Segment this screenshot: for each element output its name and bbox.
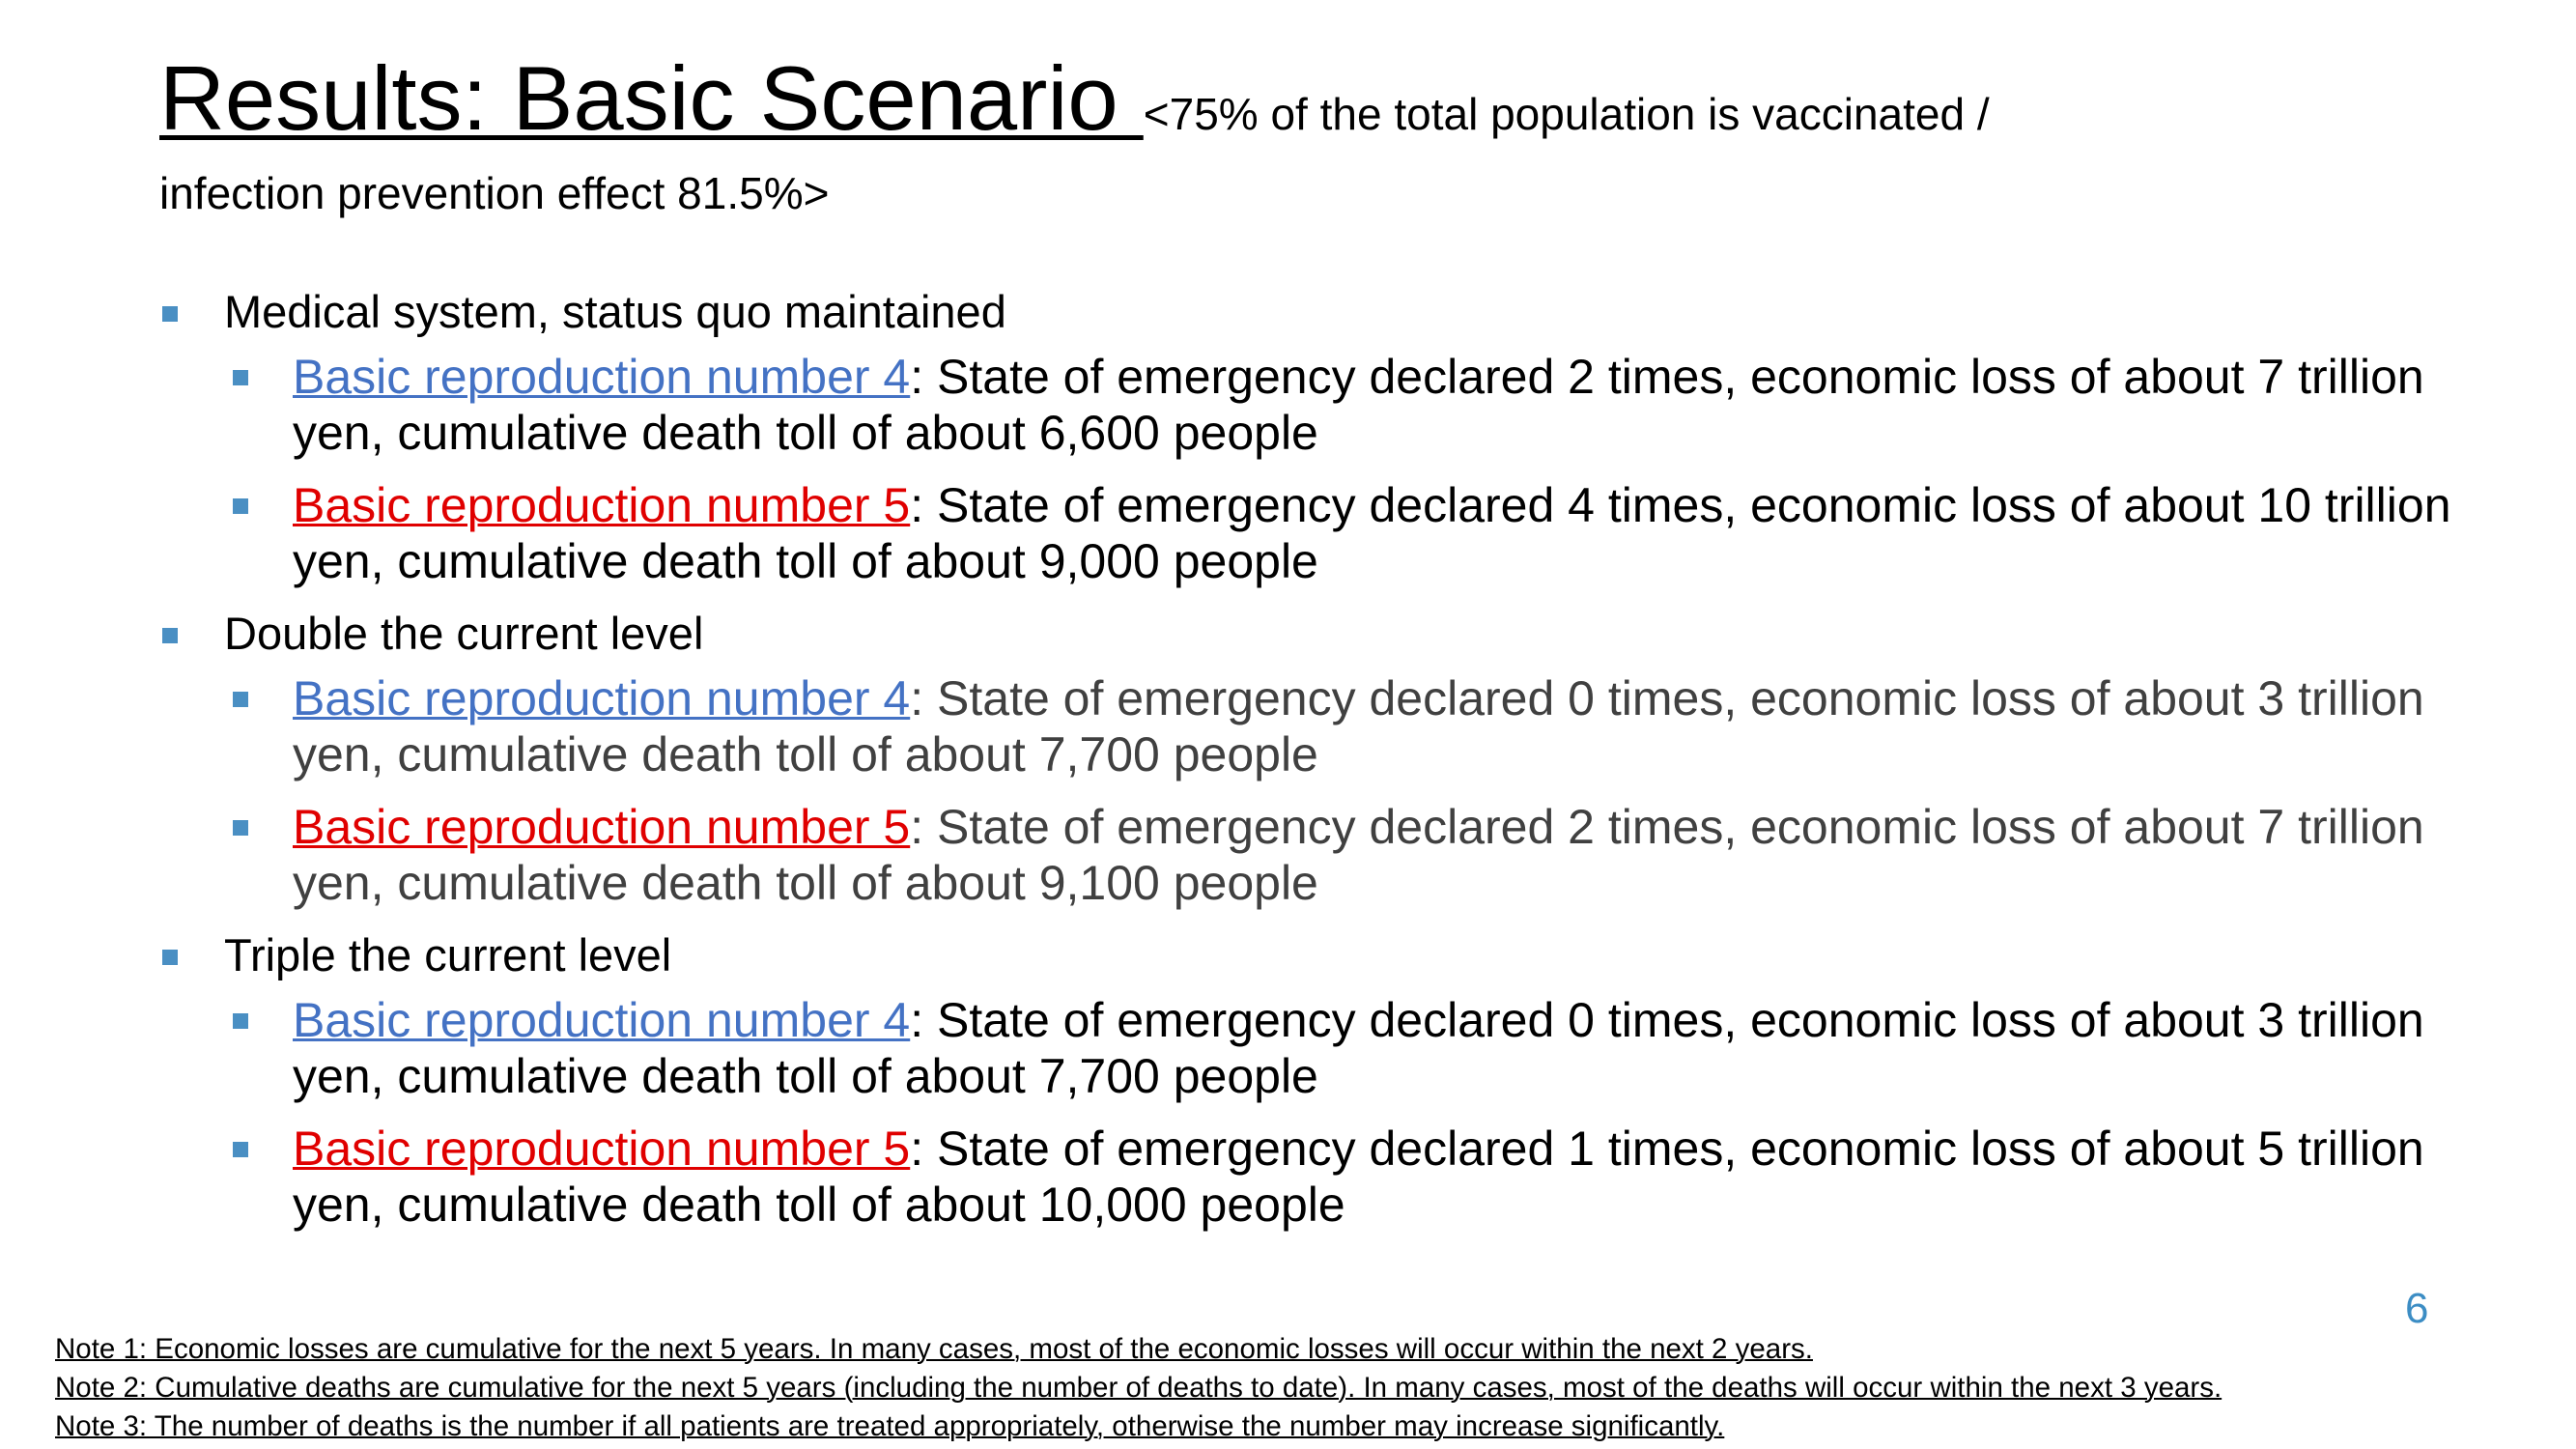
item-text: : State of emergency declared 1 times, economic loss of about 5 trillion yen, cumulative death toll of about 10,000 people (293, 1122, 2424, 1232)
page-number: 6 (2405, 1285, 2429, 1332)
list-item (159, 799, 2497, 911)
bullet-list (159, 284, 2497, 1249)
footnote: Note 2: Cumulative deaths are cumulative for the next 5 years (including the number of deaths to date). In many cases, most of the deaths will occur within the next 3 years. (55, 1372, 2222, 1404)
scenario-link[interactable]: Basic reproduction number 4 (293, 671, 911, 725)
title-subtitle-line1: <75% of the total population is vaccinated / (1143, 89, 1990, 139)
list-item (159, 1121, 2497, 1233)
footnote: Note 1: Economic losses are cumulative for the next 5 years. In many cases, most of the economic losses will occur within the next 2 years. (55, 1333, 1813, 1365)
item-text: : State of emergency declared 4 times, economic loss of about 10 trillion yen, cumulative death toll of about 9,000 people (293, 478, 2451, 588)
section-heading: Triple the current level (159, 927, 2497, 992)
square-bullet-icon (233, 1142, 248, 1157)
square-bullet-icon (233, 498, 248, 514)
square-bullet-icon (233, 692, 248, 707)
list-item (159, 349, 2497, 461)
square-bullet-icon (162, 306, 178, 322)
item-text: : State of emergency declared 0 times, economic loss of about 3 trillion yen, cumulative death toll of about 7,700 people (293, 993, 2424, 1103)
section-heading: Double the current level (159, 606, 2497, 670)
section-heading: Medical system, status quo maintained (159, 284, 2497, 349)
slide-title (159, 47, 2477, 218)
square-bullet-icon (162, 950, 178, 965)
item-text: : State of emergency declared 0 times, economic loss of about 3 trillion yen, cumulative death toll of about 7,700 people (293, 671, 2424, 781)
list-item (159, 670, 2497, 782)
scenario-link[interactable]: Basic reproduction number 5 (293, 1122, 911, 1176)
square-bullet-icon (233, 370, 248, 385)
list-item (159, 992, 2497, 1104)
item-text: : State of emergency declared 2 times, economic loss of about 7 trillion yen, cumulative death toll of about 9,100 people (293, 800, 2424, 910)
square-bullet-icon (233, 820, 248, 836)
scenario-link[interactable]: Basic reproduction number 5 (293, 800, 911, 854)
footnote: Note 3: The number of deaths is the number if all patients are treated appropriately, otherwise the number may increase significantly. (55, 1410, 1725, 1442)
title-subtitle-line2: infection prevention effect 81.5%> (159, 168, 830, 218)
square-bullet-icon (162, 628, 178, 643)
scenario-link[interactable]: Basic reproduction number 5 (293, 478, 911, 532)
footnotes (55, 1330, 2528, 1446)
square-bullet-icon (233, 1013, 248, 1029)
item-text: : State of emergency declared 2 times, economic loss of about 7 trillion yen, cumulative death toll of about 6,600 people (293, 350, 2424, 460)
title-main: Results: Basic Scenario (159, 47, 1144, 149)
scenario-link[interactable]: Basic reproduction number 4 (293, 350, 911, 404)
scenario-link[interactable]: Basic reproduction number 4 (293, 993, 911, 1047)
list-item (159, 477, 2497, 589)
